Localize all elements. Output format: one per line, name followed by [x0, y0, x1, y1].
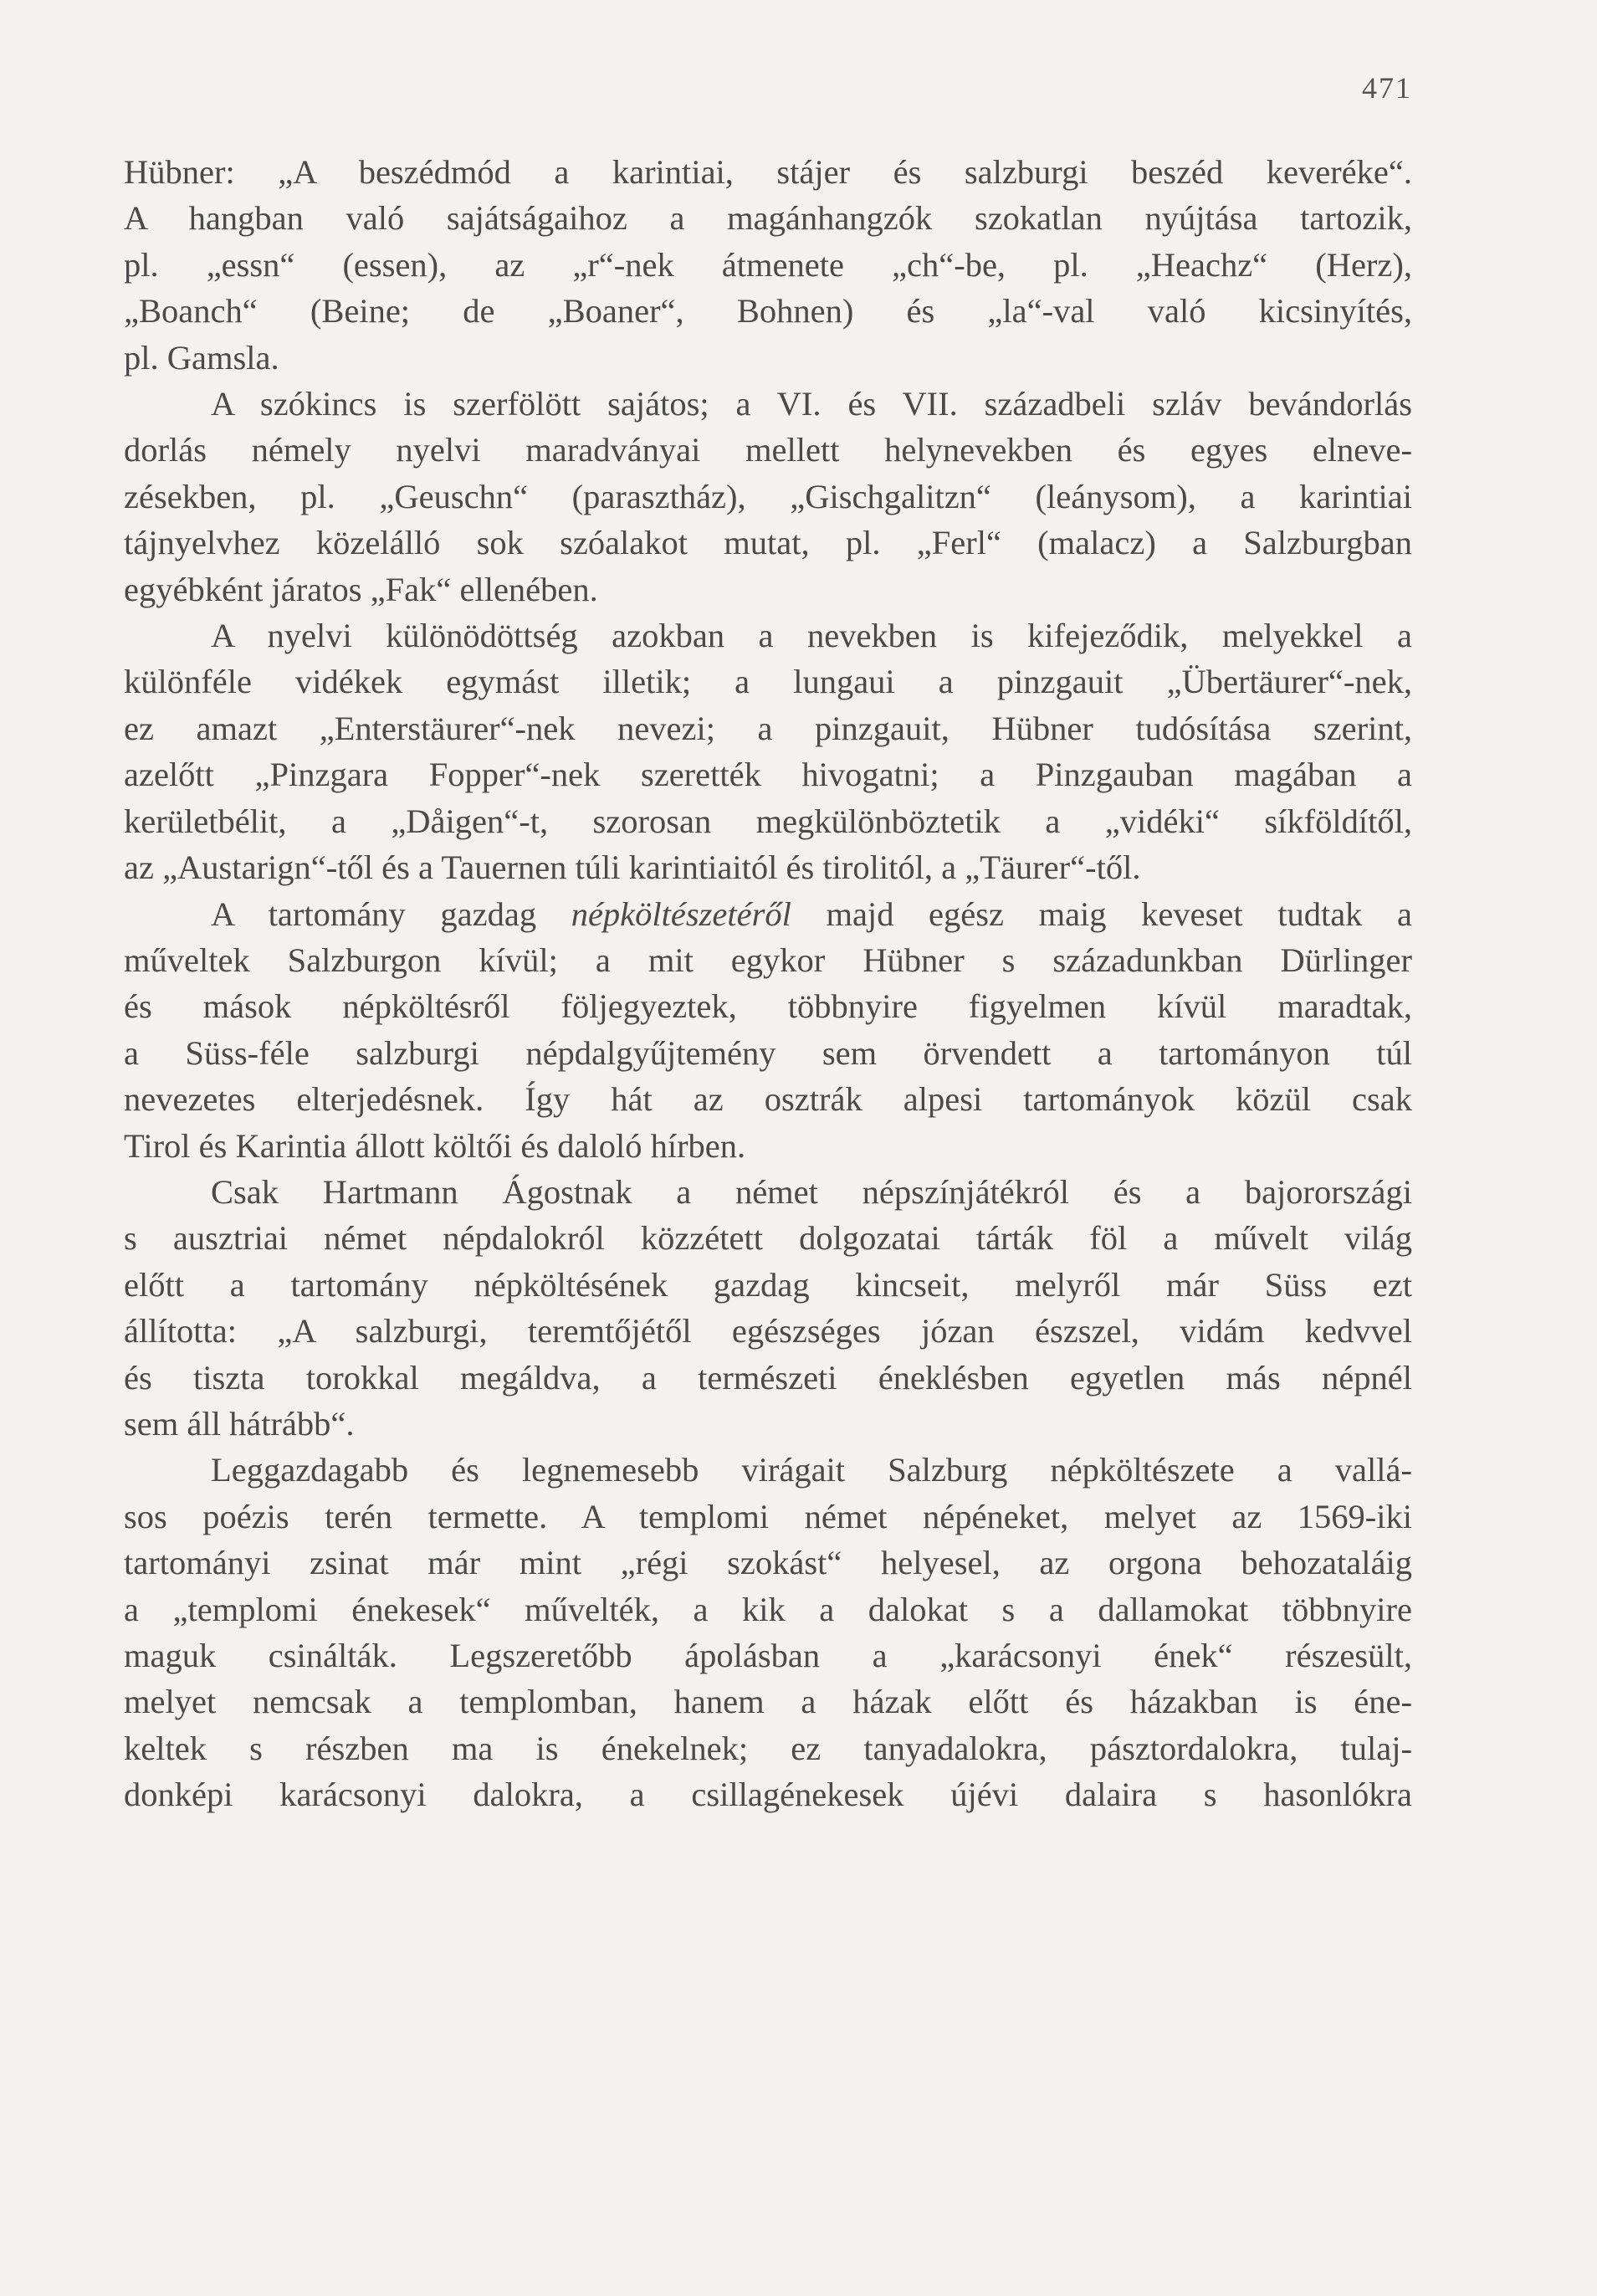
- paragraph-5: [124, 1169, 1412, 1447]
- text-line: maguk csinálták. Legszeretőbb ápolásban a „karácsonyi ének“ részesült,: [124, 1637, 1412, 1674]
- text-line: Tirol és Karintia állott költői és daloló hírben.: [124, 1126, 746, 1165]
- text-line: tartományi zsinat már mint „régi szokást“ helyesel, az orgona behozataláig: [124, 1544, 1412, 1582]
- text-line: dorlás némely nyelvi maradványai mellett helynevekben és egyes elneve-: [124, 431, 1412, 469]
- text-line: Leggazdagabb és legnemesebb virágait Salzburg népköltészete a vallá-: [211, 1451, 1412, 1489]
- text-line: keltek s részben ma is énekelnek; ez tanyadalokra, pásztordalokra, tulaj-: [124, 1729, 1412, 1767]
- text-line: és tiszta torokkal megáldva, a természeti éneklésben egyetlen más népnél: [124, 1358, 1412, 1397]
- text-line: különféle vidékek egymást illetik; a lungaui a pinzgauit „Übertäurer“-nek,: [124, 663, 1412, 701]
- text-line: nevezetes elterjedésnek. Így hát az osztrák alpesi tartományok közül csak: [124, 1080, 1412, 1119]
- text-line: zésekben, pl. „Geuschn“ (parasztház), „Gischgalitzn“ (leánysom), a karintiai: [124, 477, 1412, 515]
- paragraph-2: [124, 381, 1412, 612]
- text-line: kerületbélit, a „Dåigen“-t, szorosan megkülönböztetik a „vidéki“ síkföldítől,: [124, 802, 1412, 840]
- paragraph-6: [124, 1447, 1412, 1817]
- text-line: sos poézis terén termette. A templomi német népéneket, melyet az 1569-iki: [124, 1497, 1412, 1535]
- page-body-text: [124, 149, 1412, 1818]
- text-line: donképi karácsonyi dalokra, a csillagénekesek újévi dalaira s hasonlókra: [124, 1776, 1412, 1814]
- page-number: 471: [1362, 71, 1412, 105]
- text-line: és mások népköltésről följegyeztek, többnyire figyelmen kívül maradtak,: [124, 987, 1412, 1026]
- text-line: az „Austarign“-től és a Tauernen túli karintiaitól és tirolitól, a „Täurer“-től.: [124, 848, 1141, 887]
- text-segment: A tartomány gazdag: [211, 894, 571, 933]
- italic-term: népköltészetéről: [571, 894, 791, 933]
- text-line: állította: „A salzburgi, teremtőjétől egészséges józan észszel, vidám kedvvel: [124, 1312, 1412, 1350]
- text-line: pl. „essn“ (essen), az „r“-nek átmenete „ch“-be, pl. „Heachz“ (Herz),: [124, 245, 1412, 284]
- text-line: A hangban való sajátságaihoz a magánhangzók szokatlan nyújtása tartozik,: [124, 199, 1412, 238]
- text-line: a „templomi énekesek“ művelték, a kik a dalokat s a dallamokat többnyire: [124, 1590, 1412, 1628]
- text-line: melyet nemcsak a templomban, hanem a házak előtt és házakban is éne-: [124, 1683, 1412, 1721]
- text-line: sem áll hátrább“.: [124, 1404, 355, 1443]
- text-line: „Boanch“ (Beine; de „Boaner“, Bohnen) és „la“-val való kicsinyítés,: [124, 292, 1412, 331]
- paragraph-4: [124, 891, 1412, 1169]
- text-line: a Süss-féle salzburgi népdalgyűjtemény sem örvendett a tartományon túl: [124, 1033, 1412, 1072]
- text-line: s ausztriai német népdalokról közzétett dolgozatai tárták föl a művelt világ: [124, 1219, 1412, 1258]
- paragraph-1: [124, 149, 1412, 381]
- text-line: egyébként járatos „Fak“ ellenében.: [124, 570, 598, 608]
- text-line: előtt a tartomány népköltésének gazdag kincseit, melyről már Süss ezt: [124, 1265, 1412, 1304]
- text-line: pl. Gamsla.: [124, 338, 279, 377]
- text-line: műveltek Salzburgon kívül; a mit egykor Hübner s századunkban Dürlinger: [124, 940, 1412, 979]
- text-line-mixed: [124, 891, 1412, 937]
- text-line: azelőtt „Pinzgara Fopper“-nek szerették hivogatni; a Pinzgauban magában a: [124, 756, 1412, 794]
- text-line: ez amazt „Enterstäurer“-nek nevezi; a pinzgauit, Hübner tudósítása szerint,: [124, 709, 1412, 747]
- text-line: A nyelvi különödöttség azokban a nevekben is kifejeződik, melyekkel a: [211, 617, 1412, 655]
- paragraph-3: [124, 612, 1412, 890]
- text-line: Hübner: „A beszédmód a karintiai, stájer és salzburgi beszéd keveréke“.: [124, 153, 1412, 191]
- text-segment: majd egész maig keveset tudtak a: [791, 894, 1412, 933]
- text-line: tájnyelvhez közelálló sok szóalakot mutat, pl. „Ferl“ (malacz) a Salzburgban: [124, 524, 1412, 562]
- text-line: A szókincs is szerfölött sajátos; a VI. és VII. századbeli szláv bevándorlás: [211, 385, 1412, 423]
- text-line: Csak Hartmann Ágostnak a német népszínjátékról és a bajorországi: [211, 1172, 1412, 1211]
